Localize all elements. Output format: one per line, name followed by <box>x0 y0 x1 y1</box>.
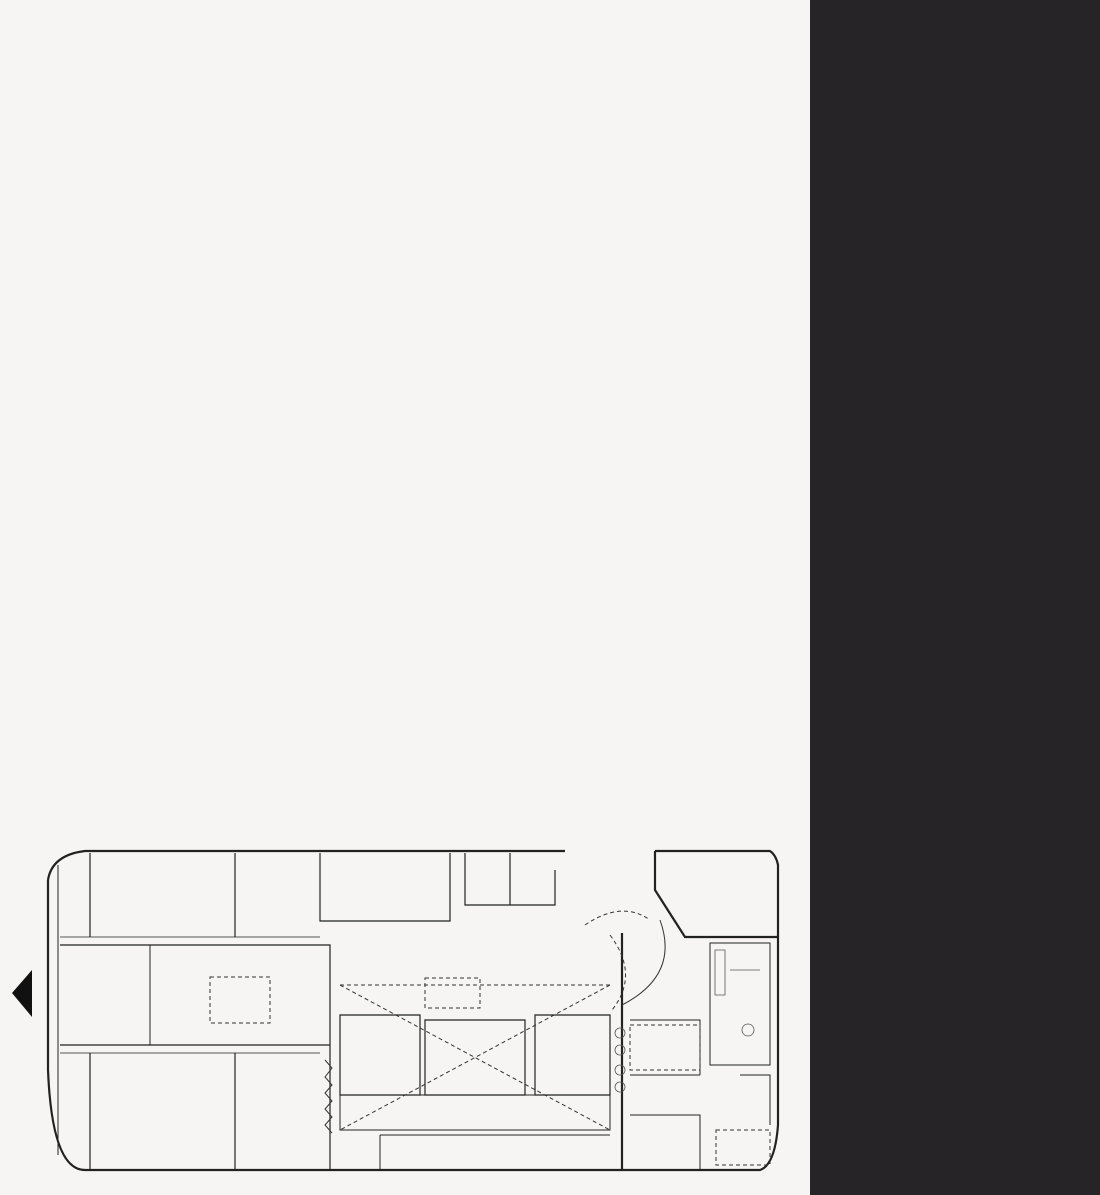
brand-strip <box>810 0 1100 1195</box>
plan-door-arc <box>325 920 665 1133</box>
kitchen-details <box>615 950 760 1092</box>
floor-plan <box>0 825 810 1195</box>
tow-hitch-arrow <box>12 970 32 1017</box>
plan-walls <box>48 851 778 1170</box>
welcome-logo <box>810 0 1100 1195</box>
plan-dashed <box>210 911 770 1165</box>
